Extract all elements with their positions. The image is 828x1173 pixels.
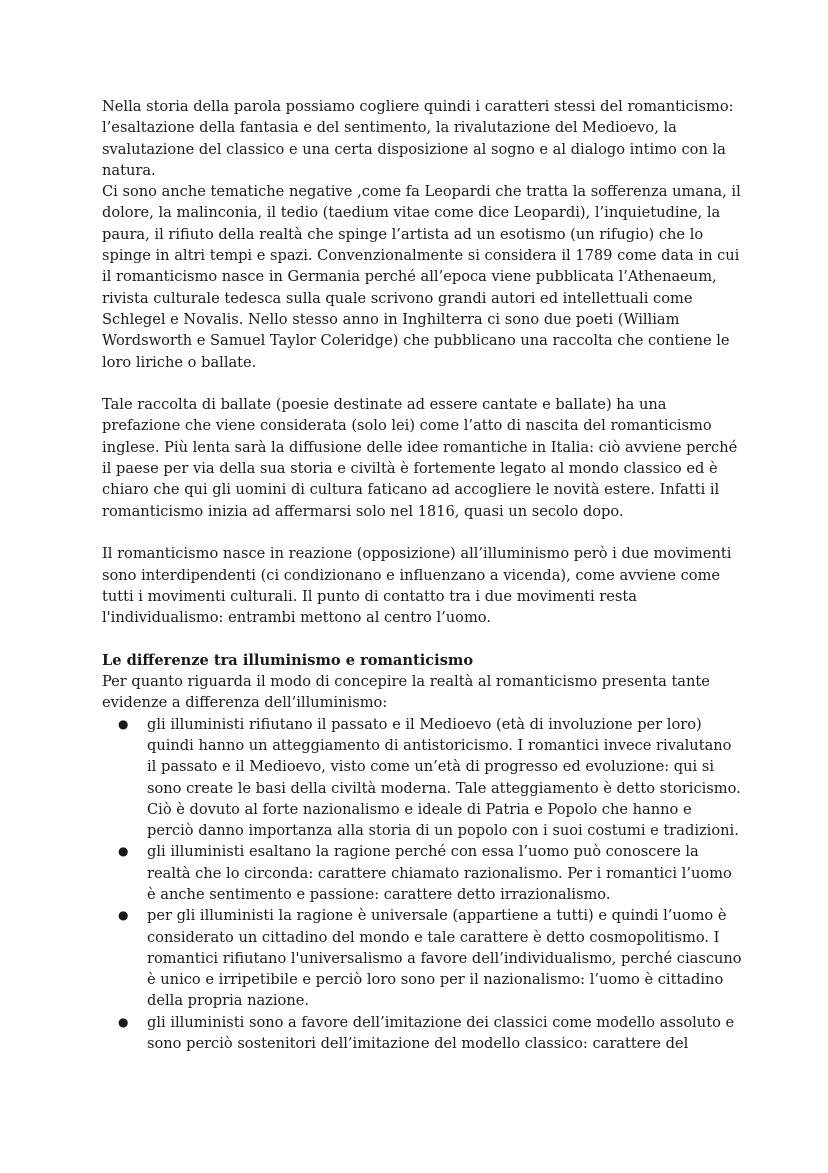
list-item-text: gli illuministi sono a favore dell’imitazione dei classici come modello assoluto e sono perciò sostenitori dell’imitazione del modello classico: carattere del [147, 1013, 735, 1053]
section-intro: Per quanto riguarda il modo di concepire la realtà al romanticismo presenta tante evidenze a differenza dell’illuminismo: [102, 673, 710, 712]
bullet-icon: ● [118, 1014, 129, 1029]
paragraph-reaction: Il romanticismo nasce in reazione (opposizione) all’illuminismo però i due movimenti sono interdipendenti (ci condizionano e influenzano a vicenda), come avviene come tutti i movimenti culturali. Il punto di contatto tra i due movimenti resta l'individualismo: entrambi mettono al centro l’uomo. [102, 545, 732, 627]
list-item-text: gli illuministi rifiutano il passato e il Medioevo (età di involuzione per loro) quindi hanno un atteggiamento di antistoricismo. I romantici invece rivalutano il passato e il Medioevo, visto come un’età di progresso ed evoluzione: qui si sono create le basi della civiltà moderna. Tale atteggiamento è detto storicismo. Ciò è dovuto al forte nazionalismo e ideale di Patria e Popolo che hanno e perciò danno importanza alla storia di un popolo con i suoi costumi e tradizioni. [147, 715, 741, 840]
paragraph-ballads: Tale raccolta di ballate (poesie destinate ad essere cantate e ballate) ha una prefazione che viene considerata (solo lei) come l’atto di nascita del romanticismo inglese. Più lenta sarà la diffusione delle idee romantiche in Italia: ciò avviene perché il paese per via della sua storia e civiltà è fortemente legato al mondo classico ed è chiaro che qui gli uomini di cultura faticano ad accogliere le novità estere. Infatti il romanticismo inizia ad affermarsi solo nel 1816, quasi un secolo dopo. [102, 396, 738, 520]
list-item [118, 1012, 742, 1055]
differences-list [102, 714, 742, 1055]
bullet-icon: ● [118, 908, 129, 923]
bullet-icon: ● [118, 844, 129, 859]
paragraph-intro: Nella storia della parola possiamo cogliere quindi i caratteri stessi del romanticismo: l’esaltazione della fantasia e del sentimento, la rivalutazione del Medioevo, la svalutazione del classico e una certa disposizione al sogno e al dialogo intimo con la natura. [102, 98, 734, 179]
paragraph-gap [102, 628, 742, 649]
list-item [118, 841, 742, 905]
paragraph-gap [102, 522, 742, 543]
document-page [102, 96, 742, 1054]
paragraph-gap [102, 373, 742, 394]
list-item-text: gli illuministi esaltano la ragione perché con essa l’uomo può conoscere la realtà che lo circonda: carattere chiamato razionalismo. Per i romantici l’uomo è anche sentimento e passione: carattere detto irrazionalismo. [147, 843, 732, 903]
list-item [118, 905, 742, 1011]
section-heading: Le differenze tra illuminismo e romanticismo [102, 651, 474, 669]
list-item [118, 714, 742, 842]
bullet-icon: ● [118, 716, 129, 731]
paragraph-negative-themes: Ci sono anche tematiche negative ,come fa Leopardi che tratta la sofferenza umana, il dolore, la malinconia, il tedio (taedium vitae come dice Leopardi), l’inquietudine, la paura, il rifiuto della realtà che spinge l’artista ad un esotismo (un rifugio) che lo spinge in altri tempi e spazi. Convenzionalmente si considera il 1789 come data in cui il romanticismo nasce in Germania perché all’epoca viene pubblicata l’Athenaeum, rivista culturale tedesca sulla quale scrivono grandi autori ed intellettuali come Schlegel e Novalis. Nello stesso anno in Inghilterra ci sono due poeti (William Wordsworth e Samuel Taylor Coleridge) che pubblicano una raccolta che contiene le loro liriche o ballate. [102, 183, 741, 371]
list-item-text: per gli illuministi la ragione è universale (appartiene a tutti) e quindi l’uomo è considerato un cittadino del mondo e tale carattere è detto cosmopolitismo. I romantici rifiutano l'universalismo a favore dell’individualismo, perché ciascuno è unico e irripetibile e perciò loro sono per il nazionalismo: l’uomo è cittadino della propria nazione. [147, 907, 742, 1010]
